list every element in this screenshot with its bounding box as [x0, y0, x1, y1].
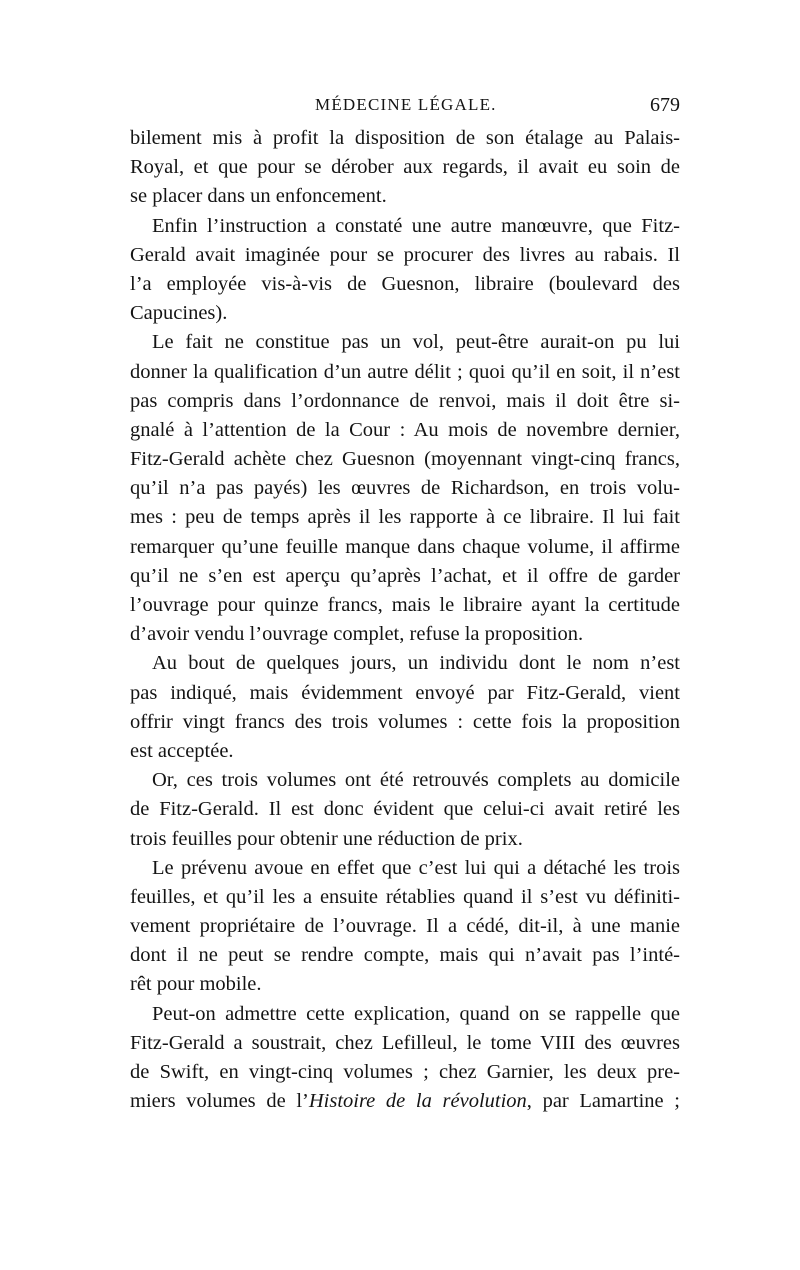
text-line: remarquer qu’une feuille manque dans chaque volume, il affirme: [130, 535, 680, 558]
text-line: qu’il ne s’en est aperçu qu’après l’achat, et il offre de garder: [130, 564, 680, 587]
text-line: Royal, et que pour se dérober aux regards, il avait eu soin de: [130, 156, 680, 179]
paragraph-start-line: Enfin l’instruction a constaté une autre manœuvre, que Fitz-: [152, 214, 680, 237]
text-line: d’avoir vendu l’ouvrage complet, refuse la proposition.: [130, 623, 584, 646]
text-line: de Fitz-Gerald. Il est donc évident que celui-ci avait retiré les: [130, 798, 680, 821]
text-line: bilement mis à profit la disposition de son étalage au Palais-: [130, 127, 680, 149]
text-line: donner la qualification d’un autre délit ; quoi qu’il en soit, il n’est: [130, 360, 680, 383]
text-line: l’a employée vis-à-vis de Guesnon, libraire (boulevard des: [130, 272, 680, 295]
book-title-italic: Histoire de la révolution: [308, 1090, 527, 1113]
text-line: Gerald avait imaginée pour se procurer des livres au rabais. Il: [130, 243, 680, 266]
text-line-with-italic-title: [130, 1087, 680, 1116]
text-line: qu’il n’a pas payés) les œuvres de Richardson, en trois volu-: [130, 477, 680, 500]
text-line: gnalé à l’attention de la Cour : Au mois de novembre dernier,: [130, 418, 680, 441]
text-line: feuilles, et qu’il les a ensuite rétablies quand il s’est vu définiti-: [130, 885, 680, 908]
paragraph-start-line: Peut-on admettre cette explication, quand on se rappelle que: [152, 1002, 680, 1025]
text-line: offrir vingt francs des trois volumes : cette fois la proposition: [130, 710, 680, 733]
text-line: de Swift, en vingt-cinq volumes ; chez Garnier, les deux pre-: [130, 1061, 680, 1083]
text-span: miers volumes de l’: [130, 1090, 309, 1113]
text-line: Fitz-Gerald achète chez Guesnon (moyennant vingt-cinq francs,: [130, 448, 680, 471]
running-head: [130, 92, 680, 118]
paragraph-start-line: Au bout de quelques jours, un individu dont le nom n’est: [152, 652, 680, 675]
paragraph-start-line: Le prévenu avoue en effet que c’est lui qui a détaché les trois: [152, 856, 680, 879]
text-line: pas compris dans l’ordonnance de renvoi, mais il doit être si-: [130, 389, 680, 412]
body-text: [130, 124, 680, 1116]
text-line: dont il ne peut se rendre compte, mais qui n’avait pas l’inté-: [130, 944, 680, 967]
text-span: , par Lamartine ;: [526, 1090, 680, 1113]
paragraph-start-line: Or, ces trois volumes ont été retrouvés complets au domicile: [152, 769, 680, 792]
text-line: Fitz-Gerald a soustrait, chez Lefilleul, le tome VIII des œuvres: [130, 1031, 680, 1054]
paragraph-start-line: Le fait ne constitue pas un vol, peut-être aurait-on pu lui: [152, 331, 680, 354]
text-line: Capucines).: [130, 302, 228, 325]
text-line: vement propriétaire de l’ouvrage. Il a cédé, dit-il, à une manie: [130, 915, 680, 938]
text-line: se placer dans un enfoncement.: [130, 185, 387, 208]
text-line: l’ouvrage pour quinze francs, mais le libraire ayant la certitude: [130, 594, 680, 616]
text-line: rêt pour mobile.: [130, 973, 262, 996]
text-line: est acceptée.: [130, 739, 234, 762]
page-number: 679: [650, 94, 680, 116]
running-title: MÉDECINE LÉGALE.: [315, 95, 497, 114]
text-line: pas indiqué, mais évidemment envoyé par Fitz-Gerald, vient: [130, 681, 680, 704]
text-line: trois feuilles pour obtenir une réduction de prix.: [130, 827, 523, 850]
text-line: mes : peu de temps après il les rapporte à ce libraire. Il lui fait: [130, 506, 680, 529]
